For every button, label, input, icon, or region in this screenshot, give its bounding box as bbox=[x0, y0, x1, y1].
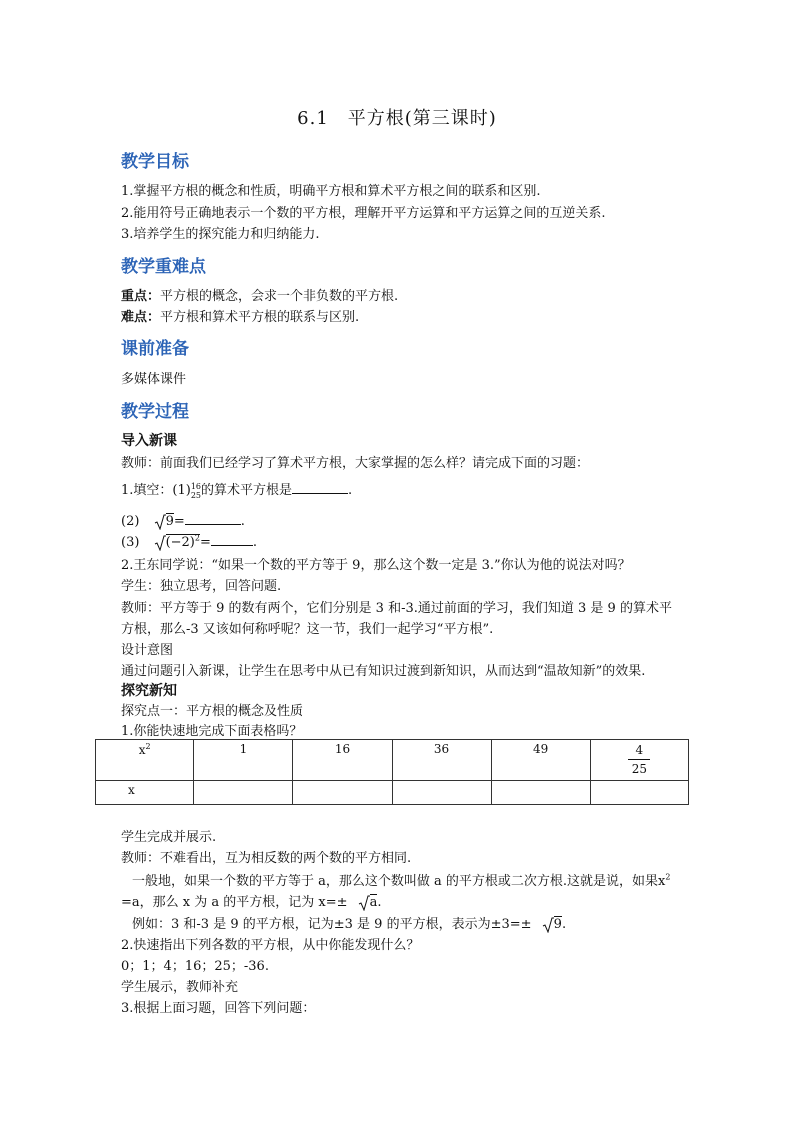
example-text: 例如：3 和-3 是 9 的平方根，记为±3 是 9 的平方根，表示为±3=± bbox=[132, 917, 532, 932]
focus-text: 平方根的概念，会求一个非负数的平方根. bbox=[160, 289, 399, 304]
fraction-4-25 bbox=[628, 742, 650, 777]
objective-3: 3.培养学生的探究能力和归纳能力. bbox=[121, 227, 320, 242]
student-response: 学生：独立思考，回答问题. bbox=[121, 579, 282, 594]
student-complete: 学生完成并展示. bbox=[121, 830, 217, 845]
answer-blank-2 bbox=[185, 512, 241, 525]
table-cell-empty bbox=[293, 781, 392, 805]
section-heading-preparation: 课前准备 bbox=[121, 339, 189, 359]
table-cell-empty bbox=[194, 781, 293, 805]
example-line bbox=[132, 913, 566, 933]
student-show-teacher-supplement: 学生展示，教师补充 bbox=[121, 980, 239, 995]
definition-notation: =a，那么 x 为 a 的平方根，记为 x=± bbox=[121, 895, 348, 910]
table-row bbox=[96, 781, 689, 805]
table-header-x: x bbox=[96, 781, 194, 805]
equals-sign: = bbox=[199, 535, 211, 550]
table-cell-empty bbox=[491, 781, 590, 805]
answer-blank-1 bbox=[292, 481, 348, 494]
exercise-3-prefix: (3) bbox=[121, 535, 140, 550]
table-cell-fraction bbox=[590, 740, 688, 781]
focus-line bbox=[121, 285, 398, 304]
teacher-explanation-line-1: 教师：平方等于 9 的数有两个，它们分别是 3 和-3.通过前面的学习，我们知道 3 是 9 的算术平 bbox=[121, 601, 672, 616]
preparation-text: 多媒体课件 bbox=[121, 372, 187, 387]
table-row bbox=[96, 740, 689, 781]
exercise-1-prefix: 1.填空：(1) bbox=[121, 483, 191, 498]
exercise-2-prefix: (2) bbox=[121, 514, 140, 529]
radicand-base: (−2) bbox=[165, 535, 195, 550]
design-intent-text: 通过问题引入新课，让学生在思考中从已有知识过渡到新知识，从而达到“温故知新”的效果. bbox=[121, 664, 646, 679]
x-symbol: x bbox=[138, 743, 146, 757]
table-cell: 49 bbox=[491, 740, 590, 781]
exercise-1 bbox=[121, 479, 352, 500]
focus-label: 重点： bbox=[121, 289, 161, 304]
x-symbol: x bbox=[658, 874, 666, 889]
fraction-denominator: 25 bbox=[631, 762, 647, 776]
difficulty-label: 难点： bbox=[121, 310, 161, 325]
exercise-3: (3) $(-2)^2=$ . bbox=[121, 533, 258, 550]
exercise-1-end: . bbox=[348, 483, 353, 498]
fraction-numerator: 16 bbox=[190, 481, 202, 491]
question-3: 3.根据上面习题，回答下列问题： bbox=[121, 1001, 316, 1016]
sqrt-radicand-neg2-squared bbox=[166, 534, 200, 550]
question-2-square-roots: 2.快速指出下列各数的平方根，从中你能发现什么？ bbox=[121, 938, 420, 953]
explore-point-1: 探究点一：平方根的概念及性质 bbox=[121, 704, 304, 719]
intro-heading: 导入新课 bbox=[121, 433, 177, 449]
sqrt-sign-icon bbox=[154, 535, 166, 551]
number-list: 0；1；4；16；25；-36. bbox=[121, 959, 269, 974]
answer-blank-3 bbox=[211, 533, 253, 546]
table-cell-empty bbox=[590, 781, 688, 805]
radicand-exponent: 2 bbox=[194, 533, 200, 543]
period: . bbox=[377, 895, 382, 910]
difficulty-line bbox=[121, 306, 359, 325]
sqrt-radicand-9: 9 bbox=[165, 514, 174, 529]
sqrt-sign-icon bbox=[154, 514, 166, 530]
general-definition-line-2 bbox=[121, 891, 382, 911]
table-cell: 1 bbox=[194, 740, 293, 781]
equals-sign: = bbox=[173, 514, 185, 529]
section-heading-key-points: 教学重难点 bbox=[121, 257, 206, 277]
table-cell: 16 bbox=[293, 740, 392, 781]
table-cell-empty bbox=[392, 781, 491, 805]
fraction-denominator: 25 bbox=[190, 490, 202, 500]
table-question: 1.你能快速地完成下面表格吗？ bbox=[121, 724, 303, 739]
objective-1: 1.掌握平方根的概念和性质，明确平方根和算术平方根之间的联系和区别. bbox=[121, 184, 541, 199]
teacher-observation: 教师：不难看出，互为相反数的两个数的平方相同. bbox=[121, 851, 412, 866]
page-title: 6.1 平方根(第三课时) bbox=[297, 108, 497, 129]
difficulty-text: 平方根和算术平方根的联系与区别. bbox=[160, 310, 360, 325]
sqrt-sign-icon bbox=[358, 895, 370, 911]
square-table bbox=[95, 739, 689, 805]
table-cell: 36 bbox=[392, 740, 491, 781]
exercise-2: (2) 9= . bbox=[121, 514, 245, 529]
fraction-numerator: 4 bbox=[635, 743, 644, 757]
section-heading-objectives: 教学目标 bbox=[121, 152, 189, 172]
exponent-2: 2 bbox=[665, 872, 671, 882]
period: . bbox=[561, 917, 567, 932]
intro-teacher-question: 教师：前面我们已经学习了算术平方根，大家掌握的怎么样？请完成下面的习题： bbox=[121, 456, 590, 471]
sqrt-radicand-9: 9 bbox=[553, 917, 562, 932]
sqrt-radicand-a: a bbox=[369, 895, 378, 910]
definition-text: 一般地，如果一个数的平方等于 a，那么这个数叫做 a 的平方根或二次方根.这就是说，如果 bbox=[132, 874, 659, 889]
explore-heading: 探究新知 bbox=[121, 683, 177, 699]
design-intent-label: 设计意图 bbox=[121, 643, 174, 658]
general-definition-line-1 bbox=[132, 870, 670, 889]
objective-2: 2.能用符号正确地表示一个数的平方根，理解开平方运算和平方运算之间的互逆关系. bbox=[121, 206, 606, 221]
question-2-wang-dong: 2.王东同学说：“如果一个数的平方等于 9，那么这个数一定是 3.”你认为他的说法对吗？ bbox=[121, 558, 631, 573]
fraction-16-25 bbox=[191, 482, 201, 500]
table-header-x-squared bbox=[96, 740, 194, 781]
section-heading-process: 教学过程 bbox=[121, 402, 189, 422]
exponent-2: 2 bbox=[145, 742, 151, 751]
teacher-explanation-line-2: 方根，那么-3 又该如何称呼呢？这一节，我们一起学习“平方根”. bbox=[121, 622, 494, 637]
sqrt-sign-icon bbox=[542, 917, 554, 933]
exercise-1-suffix: 的算术平方根是 bbox=[201, 483, 293, 498]
